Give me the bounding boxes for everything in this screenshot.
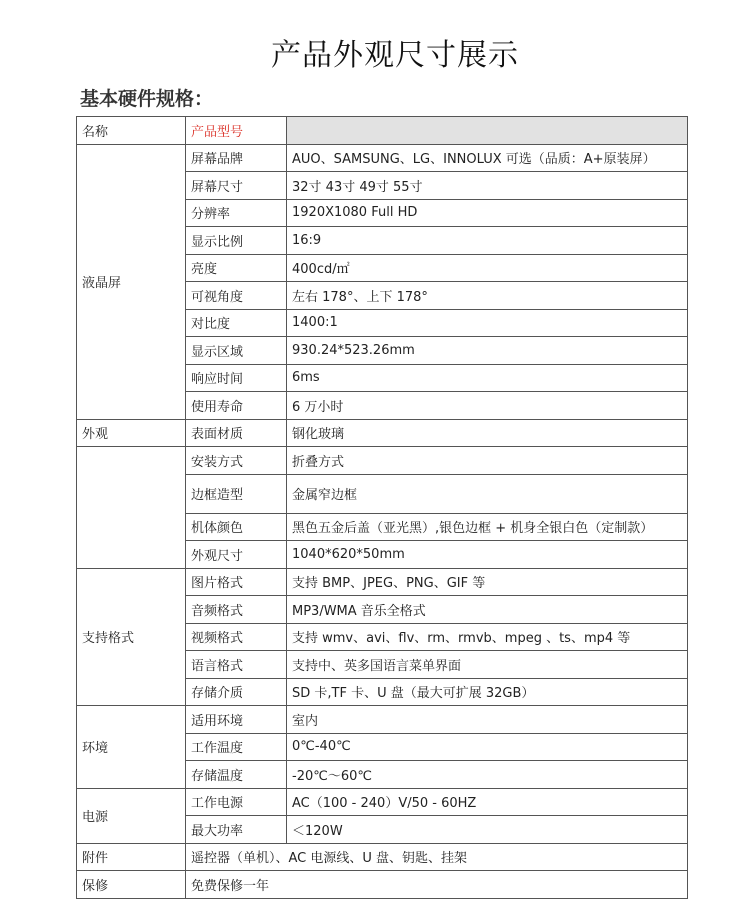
- spec-value-cell: 免费保修一年: [186, 871, 688, 899]
- header-value-cell: [287, 117, 688, 145]
- spec-value-cell: 1920X1080 Full HD: [287, 199, 688, 227]
- spec-value-cell: 0℃-40℃: [287, 733, 688, 761]
- table-row: [77, 447, 688, 475]
- category-cell: 附件: [77, 843, 186, 871]
- spec-label-cell: 适用环境: [186, 706, 287, 734]
- spec-label-cell: 外观尺寸: [186, 541, 287, 569]
- spec-label-cell: 最大功率: [186, 816, 287, 844]
- spec-value-cell: 黑色五金后盖（亚光黑）,银色边框 + 机身全银白色（定制款）: [287, 513, 688, 541]
- category-cell: [77, 447, 186, 569]
- spec-label-cell: 视频格式: [186, 623, 287, 651]
- spec-label-cell: 工作电源: [186, 788, 287, 816]
- spec-value-cell: 1040*620*50mm: [287, 541, 688, 569]
- spec-label-cell: 存储温度: [186, 761, 287, 789]
- spec-label-cell: 存储介质: [186, 678, 287, 706]
- spec-label-cell: 表面材质: [186, 419, 287, 447]
- table-row: [77, 144, 688, 172]
- spec-label-cell: 安装方式: [186, 447, 287, 475]
- header-model-cell: 产品型号: [186, 117, 287, 145]
- spec-label-cell: 音频格式: [186, 596, 287, 624]
- category-cell: 支持格式: [77, 568, 186, 706]
- table-row: [77, 568, 688, 596]
- spec-value-cell: 16:9: [287, 227, 688, 255]
- category-cell: 外观: [77, 419, 186, 447]
- spec-label-cell: 屏幕品牌: [186, 144, 287, 172]
- spec-value-cell: 400cd/㎡: [287, 254, 688, 282]
- spec-value-cell: 930.24*523.26mm: [287, 337, 688, 365]
- spec-value-cell: 支持 wmv、avi、flv、rm、rmvb、mpeg 、ts、mp4 等: [287, 623, 688, 651]
- table-row: [77, 843, 688, 871]
- spec-label-cell: 使用寿命: [186, 392, 287, 420]
- spec-value-cell: MP3/WMA 音乐全格式: [287, 596, 688, 624]
- spec-label-cell: 工作温度: [186, 733, 287, 761]
- spec-value-cell: 支持 BMP、JPEG、PNG、GIF 等: [287, 568, 688, 596]
- spec-value-cell: 钢化玻璃: [287, 419, 688, 447]
- spec-label-cell: 亮度: [186, 254, 287, 282]
- spec-value-cell: 左右 178°、上下 178°: [287, 282, 688, 310]
- category-cell: 保修: [77, 871, 186, 899]
- spec-label-cell: 显示比例: [186, 227, 287, 255]
- table-row: [77, 788, 688, 816]
- spec-label-cell: 屏幕尺寸: [186, 172, 287, 200]
- spec-value-cell: 32寸 43寸 49寸 55寸: [287, 172, 688, 200]
- spec-value-cell: 1400:1: [287, 309, 688, 337]
- spec-label-cell: 分辨率: [186, 199, 287, 227]
- spec-value-cell: AUO、SAMSUNG、LG、INNOLUX 可选（品质：A+原装屏）: [287, 144, 688, 172]
- spec-table: [76, 116, 688, 899]
- spec-value-cell: 6 万小时: [287, 392, 688, 420]
- spec-table-body: [77, 117, 688, 899]
- spec-label-cell: 可视角度: [186, 282, 287, 310]
- spec-label-cell: 边框造型: [186, 474, 287, 513]
- table-row: [77, 419, 688, 447]
- spec-value-cell: 室内: [287, 706, 688, 734]
- spec-value-cell: 金属窄边框: [287, 474, 688, 513]
- spec-value-cell: 支持中、英多国语言菜单界面: [287, 651, 688, 679]
- category-cell: 环境: [77, 706, 186, 789]
- table-row: [77, 871, 688, 899]
- spec-label-cell: 对比度: [186, 309, 287, 337]
- section-heading: 基本硬件规格：: [80, 88, 214, 110]
- table-header-row: [77, 117, 688, 145]
- spec-label-cell: 图片格式: [186, 568, 287, 596]
- spec-value-cell: 折叠方式: [287, 447, 688, 475]
- table-row: [77, 706, 688, 734]
- spec-value-cell: SD 卡,TF 卡、U 盘（最大可扩展 32GB）: [287, 678, 688, 706]
- spec-value-cell: 遥控器（单机）、AC 电源线、U 盘、钥匙、挂架: [186, 843, 688, 871]
- spec-value-cell: ＜120W: [287, 816, 688, 844]
- spec-label-cell: 语言格式: [186, 651, 287, 679]
- spec-value-cell: 6ms: [287, 364, 688, 392]
- spec-label-cell: 显示区域: [186, 337, 287, 365]
- category-cell: 液晶屏: [77, 144, 186, 419]
- spec-label-cell: 响应时间: [186, 364, 287, 392]
- spec-value-cell: AC（100 - 240）V/50 - 60HZ: [287, 788, 688, 816]
- page-title: 产品外观尺寸展示: [271, 38, 519, 73]
- spec-label-cell: 机体颜色: [186, 513, 287, 541]
- category-cell: 电源: [77, 788, 186, 843]
- spec-value-cell: -20℃～60℃: [287, 761, 688, 789]
- header-name-cell: 名称: [77, 117, 186, 145]
